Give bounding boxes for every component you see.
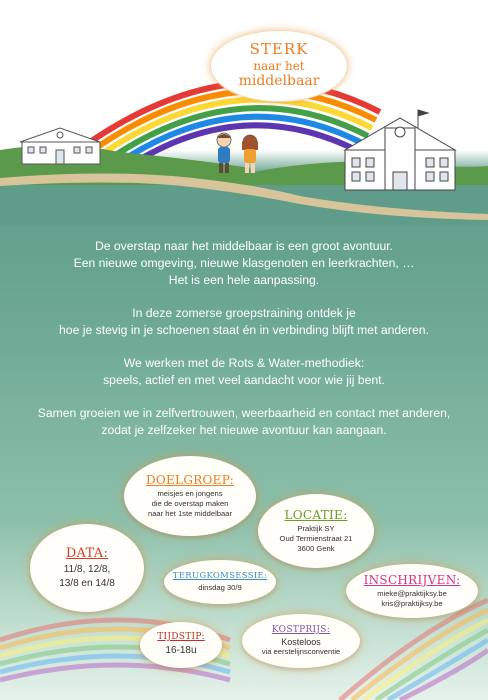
inschrijven-line: mieke@praktijksy.be (377, 589, 447, 598)
terugkomsessie-bubble (164, 560, 276, 604)
intro-paragraph-2 (30, 305, 458, 339)
kostprijs-heading: KOSTPRIJS: (271, 625, 331, 635)
kostprijs-bubble (242, 614, 360, 668)
doelgroep-line: naar het 1ste middelbaar (147, 509, 232, 518)
data-line: 11/8, 12/8, (63, 563, 111, 575)
locatie-bubble (258, 494, 374, 568)
data-heading: DATA: (65, 545, 109, 561)
intro-line: hoe je stevig in je schoenen staat én in verbinding blijft met anderen. (59, 323, 429, 337)
data-line: 13/8 en 14/8 (59, 577, 115, 589)
intro-line: Het is een hele aanpassing. (168, 273, 320, 287)
intro-paragraph-4 (30, 405, 458, 439)
inschrijven-line: kris@praktijksy.be (381, 599, 443, 608)
kostprijs-line: Kosteloos (281, 637, 321, 647)
intro-line: We werken met de Rots & Water-methodiek: (123, 356, 365, 370)
intro-line: De overstap naar het middelbaar is een groot avontuur. (94, 239, 394, 253)
tijdstip-heading: TIJDSTIP: (157, 632, 205, 642)
doelgroep-line: meisjes en jongens (157, 489, 223, 498)
tijdstip-line: 16-18u (165, 645, 197, 656)
inschrijven-heading: INSCHRIJVEN: (363, 573, 461, 587)
locatie-line: Oud Termienstraat 21 (279, 534, 353, 543)
intro-paragraph-3 (30, 355, 458, 389)
tijdstip-bubble (140, 622, 222, 668)
intro-paragraph-1 (30, 238, 458, 289)
doelgroep-bubble (124, 456, 256, 536)
data-bubble (30, 524, 144, 612)
terugkomsessie-heading: TERUGKOMSESSIE: (172, 571, 268, 581)
intro-line: Samen groeien we in zelfvertrouwen, weerbaarheid en contact met anderen, (37, 406, 451, 420)
locatie-heading: LOCATIE: (284, 508, 348, 522)
intro-line: In deze zomerse groepstraining ontdek je (132, 306, 356, 320)
locatie-line: 3600 Genk (297, 544, 335, 553)
title-line-2: naar het (253, 59, 305, 73)
intro-line: Een nieuwe omgeving, nieuwe klasgenoten en leerkrachten, … (73, 256, 415, 270)
intro-text (30, 238, 458, 455)
kostprijs-line: via eerstelijnsconventie (261, 647, 341, 656)
intro-line: speels, actief en met veel aandacht voor wie jij bent. (103, 373, 385, 387)
title-line-3: middelbaar (238, 73, 320, 89)
doelgroep-heading: DOELGROEP: (145, 473, 235, 487)
locatie-line: Praktijk SY (297, 524, 335, 533)
title-bubble (210, 30, 348, 102)
inschrijven-bubble (346, 564, 478, 618)
intro-line: zodat je zelfzeker het nieuwe avontuur kan aangaan. (101, 423, 387, 437)
title-line-1: STERK (249, 40, 309, 58)
doelgroep-line: die de overstap maken (151, 499, 229, 508)
terugkomsessie-line: dinsdag 30/9 (198, 583, 242, 592)
school-left (20, 128, 100, 164)
